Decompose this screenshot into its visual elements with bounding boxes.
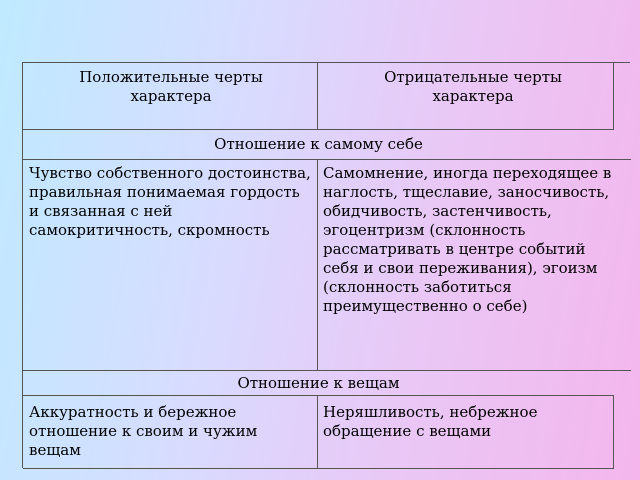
- col-divider-middle: [317, 159, 318, 370]
- section-title-things: Отношение к вещам: [237, 374, 400, 392]
- header-negative-traits: Отрицательные черты характера: [384, 68, 562, 105]
- things-negative-traits: Неряшливость, небрежное обращение с вещами: [323, 403, 538, 440]
- col-divider-top: [317, 63, 318, 129]
- row-divider-3: [23, 395, 614, 396]
- traits-table: [22, 62, 630, 468]
- self-negative-traits: Самомнение, иногда переходящее в наглость, тщеславие, заносчивость, обидчивость, застенчивость, эгоцентризм (склонность рассматривать в центре событий себя и свои переживания), эгоизм (склонность заботиться преимущественно о себе): [323, 164, 612, 315]
- header-right-border: [613, 63, 614, 129]
- section-title-self: Отношение к самому себе: [214, 135, 423, 153]
- col-divider-bottom: [317, 395, 318, 468]
- row-divider-2: [23, 370, 631, 371]
- bottom-right-border: [613, 395, 614, 468]
- header-bottom-border: [23, 129, 614, 130]
- self-positive-traits: Чувство собственного достоинства, правильная понимаемая гордость и связанная с ней самокритичность, скромность: [29, 164, 311, 239]
- things-positive-traits: Аккуратность и бережное отношение к своим и чужим вещам: [29, 403, 258, 459]
- row-divider-1: [23, 159, 631, 160]
- bottom-border: [23, 468, 614, 469]
- header-positive-traits: Положительные черты характера: [79, 68, 263, 105]
